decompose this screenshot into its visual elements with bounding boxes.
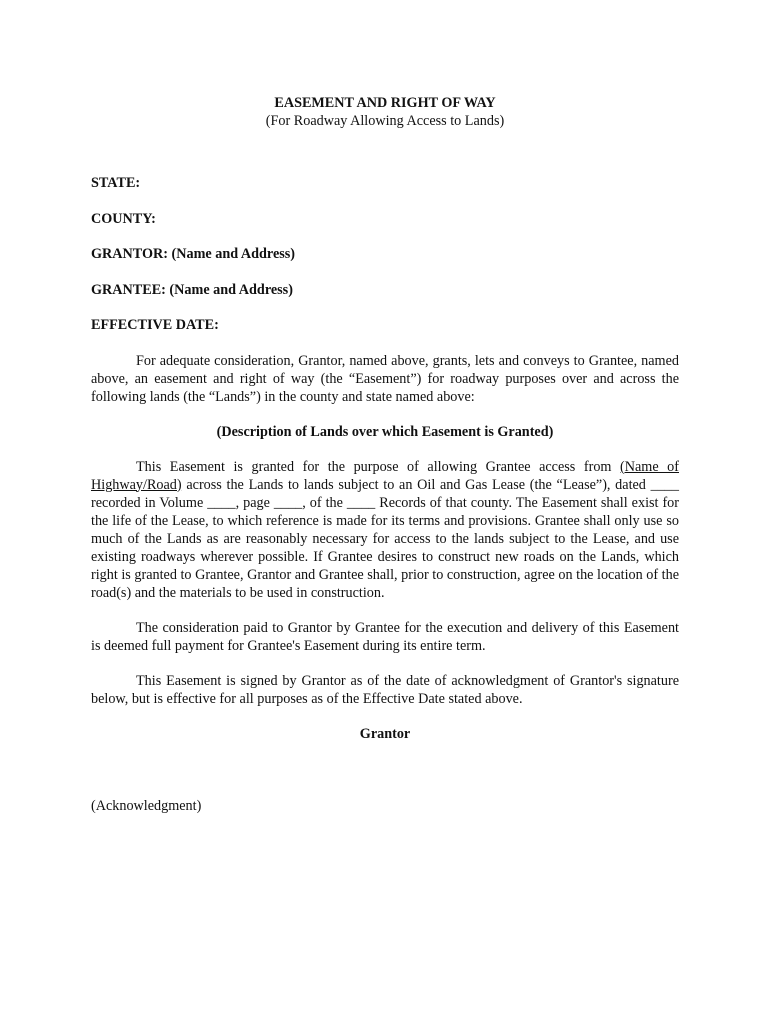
- county-field: COUNTY:: [91, 210, 156, 227]
- effective-date-field: EFFECTIVE DATE:: [91, 317, 219, 333]
- grant-paragraph: For adequate consideration, Grantor, named above, grants, lets and conveys to Grantee, named above, an easement and right of way (the “Easement”) for roadway purposes over and across the following lands (the “Lands”) in the county and state named above:: [91, 352, 679, 405]
- purpose-paragraph-rest: across the Lands to lands subject to an Oil and Gas Lease (the “Lease”), dated ____ recorded in Volume ____, page ____, of the ____ Records of that county. The Easement shall exist for the life of the Lease, to which reference is made for its terms and provisions. Grantee shall only use so much of the Lands as are reasonably necessary for access to the lands subject to the Lease, and use existing roadways wherever possible. If Grantee desires to construct new roads on the Lands, which right is granted to Grantee, Grantor and Grantee shall, prior to construction, agree on the location of the road(s) and the materials to be used in construction.: [91, 476, 679, 601]
- consideration-paragraph: The consideration paid to Grantor by Grantee for the execution and delivery of this Easement is deemed full payment for Grantee's Easement during its entire term.: [91, 619, 679, 654]
- document-subtitle: (For Roadway Allowing Access to Lands): [265, 113, 505, 129]
- state-field: STATE:: [91, 175, 141, 191]
- grantee-field: GRANTEE: (Name and Address): [91, 281, 293, 298]
- grantor-field: GRANTOR: (Name and Address): [91, 246, 296, 262]
- purpose-paragraph-start: This Easement is granted for the purpose of allowing Grantee access from: [136, 458, 621, 475]
- purpose-paragraph: [91, 458, 679, 602]
- document-page: [91, 94, 679, 815]
- signature-paragraph: This Easement is signed by Grantor as of the date of acknowledgment of Grantor's signature below, but is effective for all purposes as of the Effective Date stated above.: [91, 672, 679, 707]
- lands-description-heading: (Description of Lands over which Easement is Granted): [216, 423, 554, 440]
- highway-road-placeholder: (Name of Highway/Road): [91, 458, 679, 493]
- acknowledgment-label: (Acknowledgment): [91, 797, 202, 814]
- grantor-signature-label: Grantor: [359, 725, 411, 742]
- document-title: EASEMENT AND RIGHT OF WAY: [274, 95, 496, 111]
